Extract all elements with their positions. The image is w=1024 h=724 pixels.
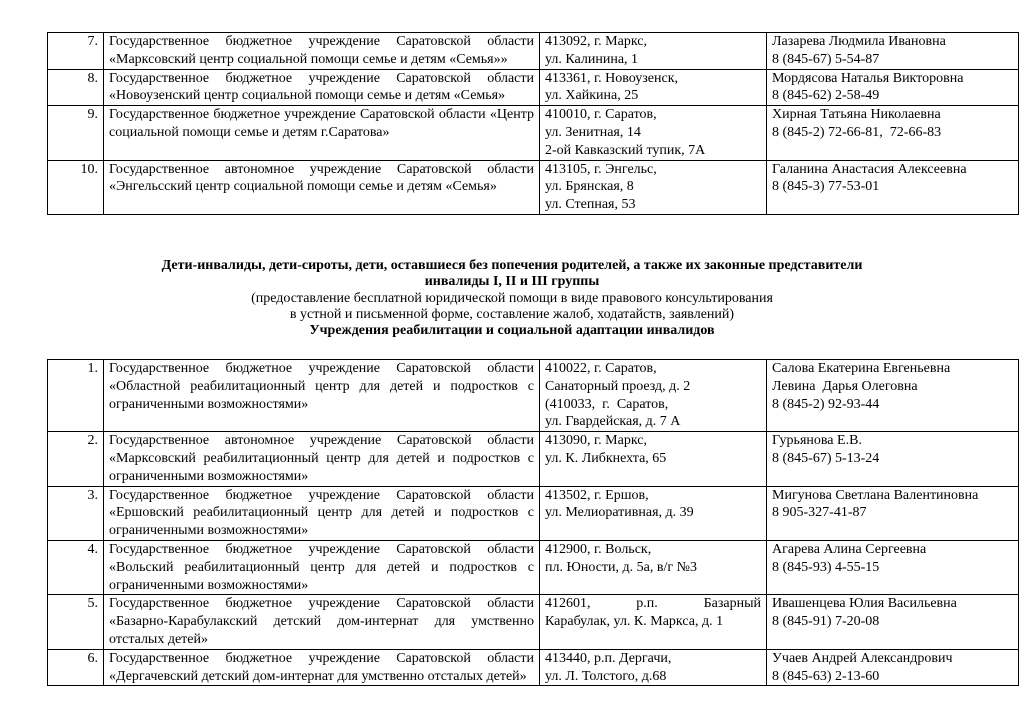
org-address (540, 432, 767, 486)
contact-line: 8 (845-67) 5-54-87 (772, 51, 880, 67)
row-number: 3. (48, 486, 104, 540)
address-line: пл. Юности, д. 5а, в/г №3 (545, 559, 697, 575)
contact-line: 8 (845-2) 92-93-44 (772, 396, 880, 412)
section-subtitle-line1: (предоставление бесплатной юридической помощи в виде правового консультирования (251, 290, 773, 306)
org-name: Государственное бюджетное учреждение Саратовской области «Дергачевский детский дом-интернат для умственно отсталых детей» (104, 649, 540, 686)
org-name: Государственное бюджетное учреждение Саратовской области «Марксовский центр социальной помощи семье и детям «Семья»» (104, 33, 540, 70)
contact-line: 8 (845-62) 2-58-49 (772, 88, 880, 104)
org-name: Государственное бюджетное учреждение Саратовской области «Центр социальной помощи семье и детям г.Саратова» (104, 106, 540, 160)
address-line: ул. Степная, 53 (545, 197, 636, 213)
address-line: ул. Калинина, 1 (545, 51, 639, 67)
org-address (540, 69, 767, 106)
address-line: (410033, г. Саратов, (545, 396, 669, 412)
contact-line: Агарева Алина Сергеевна (772, 541, 927, 557)
address-line: 413361, г. Новоузенск, (545, 70, 679, 86)
org-address (540, 595, 767, 649)
org-address (540, 540, 767, 594)
org-contact (767, 540, 1019, 594)
address-line: ул. К. Либкнехта, 65 (545, 450, 667, 466)
section-heading (0, 258, 1024, 339)
section-title-line2: инвалиды I, II и III группы (424, 274, 600, 290)
contact-line: 8 (845-3) 77-53-01 (772, 179, 880, 195)
org-address (540, 649, 767, 686)
table-row (48, 540, 1019, 594)
institutions-table-bottom-body (48, 360, 1019, 686)
org-contact (767, 33, 1019, 70)
org-contact (767, 360, 1019, 432)
org-contact (767, 69, 1019, 106)
contact-line: 8 (845-63) 2-13-60 (772, 668, 880, 684)
row-number: 8. (48, 69, 104, 106)
org-contact (767, 486, 1019, 540)
contact-line: 8 (845-91) 7-20-08 (772, 614, 880, 630)
org-contact (767, 649, 1019, 686)
table-row (48, 106, 1019, 160)
row-number: 7. (48, 33, 104, 70)
org-name: Государственное бюджетное учреждение Саратовской области «Базарно-Карабулакский детский дом-интернат для умственно отсталых детей» (104, 595, 540, 649)
contact-line: 8 905-327-41-87 (772, 505, 867, 521)
section-subtitle-line2: в устной и письменной форме, составление жалоб, ходатайств, заявлений) (289, 306, 735, 322)
section-subheading: Учреждения реабилитации и социальной адаптации инвалидов (309, 323, 715, 339)
org-name: Государственное бюджетное учреждение Саратовской области «Ершовский реабилитационный центр для детей и подростков с ограниченными возможностями» (104, 486, 540, 540)
address-line: ул. Гвардейская, д. 7 А (545, 414, 681, 430)
table-row (48, 649, 1019, 686)
row-number: 2. (48, 432, 104, 486)
institutions-table-bottom (47, 359, 1019, 686)
contact-line: 8 (845-2) 72-66-81, 72-66-83 (772, 124, 942, 140)
table-row (48, 595, 1019, 649)
org-address (540, 360, 767, 432)
row-number: 4. (48, 540, 104, 594)
table-row (48, 160, 1019, 214)
table-row (48, 432, 1019, 486)
address-line: 413105, г. Энгельс, (545, 161, 657, 177)
contact-line: 8 (845-67) 5-13-24 (772, 450, 880, 466)
address-line: ул. Хайкина, 25 (545, 88, 639, 104)
contact-line: 8 (845-93) 4-55-15 (772, 559, 880, 575)
institutions-table-top-body (48, 33, 1019, 215)
org-address (540, 160, 767, 214)
table-row (48, 33, 1019, 70)
org-address (540, 486, 767, 540)
row-number: 10. (48, 160, 104, 214)
org-address (540, 106, 767, 160)
address-line: 413090, г. Маркс, (545, 433, 647, 449)
contact-line: Галанина Анастасия Алексеевна (772, 161, 967, 177)
address-line: 413502, г. Ершов, (545, 487, 649, 503)
institutions-table-top (47, 32, 1019, 215)
row-number: 6. (48, 649, 104, 686)
org-contact (767, 432, 1019, 486)
contact-line: Учаев Андрей Александрович (772, 650, 953, 666)
contact-line: Ивашенцева Юлия Васильевна (772, 596, 957, 612)
section-title-line1: Дети-инвалиды, дети-сироты, дети, оставшиеся без попечения родителей, а также их законные представители (161, 258, 863, 273)
contact-line: Левина Дарья Олеговна (772, 378, 918, 394)
address-line: 410010, г. Саратов, (545, 107, 657, 123)
table-row (48, 360, 1019, 432)
address-line: 413092, г. Маркс, (545, 34, 647, 49)
address-line: ул. Л. Толстого, д.68 (545, 668, 667, 684)
address-line: ул. Брянская, 8 (545, 179, 634, 195)
row-number: 9. (48, 106, 104, 160)
contact-line: Мордясова Наталья Викторовна (772, 70, 964, 86)
address-line: Карабулак, ул. К. Маркса, д. 1 (545, 614, 724, 630)
org-contact (767, 160, 1019, 214)
address-line: 412900, г. Вольск, (545, 541, 652, 557)
row-number: 1. (48, 360, 104, 432)
org-contact (767, 106, 1019, 160)
org-address (540, 33, 767, 70)
org-name: Государственное автономное учреждение Саратовской области «Марксовский реабилитационный центр для детей и подростков с ограниченными возможностями» (104, 432, 540, 486)
contact-line: Мигунова Светлана Валентиновна (772, 487, 979, 503)
address-line: 413440, р.п. Дергачи, (545, 650, 672, 666)
contact-line: Гурьянова Е.В. (772, 433, 862, 449)
contact-line: Лазарева Людмила Ивановна (772, 34, 946, 49)
table-row (48, 486, 1019, 540)
address-line: Санаторный проезд, д. 2 (545, 378, 691, 394)
contact-line: Салова Екатерина Евгеньевна (772, 361, 951, 376)
org-contact (767, 595, 1019, 649)
address-line: 412601, р.п. Базарный (545, 596, 761, 612)
address-line: ул. Мелиоративная, д. 39 (545, 505, 694, 521)
address-line: ул. Зенитная, 14 (545, 124, 641, 140)
org-name: Государственное бюджетное учреждение Саратовской области «Вольский реабилитационный центр для детей и подростков с ограниченными возможностями» (104, 540, 540, 594)
org-name: Государственное бюджетное учреждение Саратовской области «Новоузенский центр социальной помощи семье и детям «Семья» (104, 69, 540, 106)
org-name: Государственное бюджетное учреждение Саратовской области «Областной реабилитационный центр для детей и подростков с ограниченными возможностями» (104, 360, 540, 432)
address-line: 410022, г. Саратов, (545, 361, 657, 376)
contact-line: Хирная Татьяна Николаевна (772, 107, 941, 123)
row-number: 5. (48, 595, 104, 649)
address-line: 2-ой Кавказский тупик, 7А (545, 142, 706, 158)
org-name: Государственное автономное учреждение Саратовской области «Энгельсский центр социальной помощи семье и детям «Семья» (104, 160, 540, 214)
table-row (48, 69, 1019, 106)
